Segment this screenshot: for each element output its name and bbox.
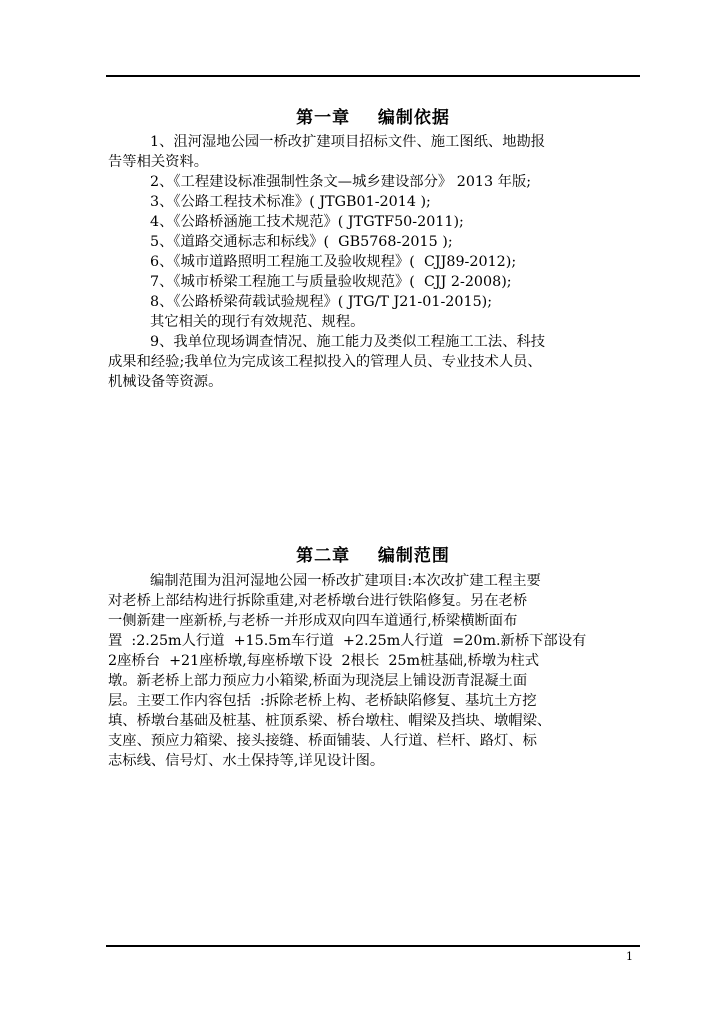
chapter-1-line: 3、《公路工程技术标准》( JTGB01-2014 ); bbox=[150, 194, 431, 210]
chapter-1-title: 第一章 编制依据 bbox=[296, 108, 450, 128]
chapter-1-line: 8、《公路桥梁荷载试验规程》( JTG/T J21-01-2015); bbox=[150, 294, 493, 310]
chapter-2-line: 墩。新老桥上部力预应力小箱梁,桥面为现浇层上铺设沥青混凝土面 bbox=[108, 673, 528, 689]
chapter-2-line: 支座、预应力箱梁、接头接缝、桥面铺装、人行道、栏杆、路灯、标 bbox=[108, 733, 537, 749]
chapter-2-line: 层。主要工作内容包括 :拆除老桥上构、老桥缺陷修复、基坑土方挖 bbox=[108, 693, 537, 709]
chapter-1-line: 2、《工程建设标准强制性条文—城乡建设部分》 2013 年版; bbox=[150, 174, 532, 190]
chapter-2-line: 一侧新建一座新桥,与老桥一并形成双向四车道通行,桥梁横断面布 bbox=[108, 613, 518, 629]
chapter-2-line: 对老桥上部结构进行拆除重建,对老桥墩台进行铁陷修复。另在老桥 bbox=[108, 593, 528, 609]
chapter-1-line: 机械设备等资源。 bbox=[108, 374, 223, 390]
header-rule bbox=[106, 75, 640, 77]
chapter-1-line: 4、《公路桥涵施工技术规范》( JTGTF50-2011); bbox=[150, 214, 464, 230]
chapter-2-title: 第二章 编制范围 bbox=[296, 546, 450, 566]
chapter-1-line: 7、《城市桥梁工程施工与质量验收规范》( CJJ 2-2008); bbox=[150, 274, 512, 290]
chapter-1-line: 6、《城市道路照明工程施工及验收规程》( CJJ89-2012); bbox=[150, 254, 517, 270]
footer-rule bbox=[106, 945, 640, 947]
chapter-1-line: 其它相关的现行有效规范、规程。 bbox=[150, 314, 365, 330]
chapter-1-line: 1、沮河湿地公园一桥改扩建项目招标文件、施工图纸、地勘报 bbox=[150, 134, 546, 150]
chapter-2-line: 填、桥墩台基础及桩基、桩顶系梁、桥台墩柱、帽梁及挡块、墩帽梁、 bbox=[108, 713, 552, 729]
chapter-1-line: 告等相关资料。 bbox=[108, 154, 209, 170]
page-number: 1 bbox=[626, 950, 633, 963]
chapter-2-line: 志标线、信号灯、水土保持等,详见设计图。 bbox=[108, 753, 385, 769]
chapter-1-line: 5、《道路交通标志和标线》( GB5768-2015 ); bbox=[150, 234, 453, 250]
chapter-1-line: 成果和经验;我单位为完成该工程拟投入的管理人员、专业技术人员、 bbox=[108, 354, 542, 370]
chapter-2-line: 编制范围为沮河湿地公园一桥改扩建项目:本次改扩建工程主要 bbox=[150, 573, 541, 589]
chapter-2-line: 置 :2.25m人行道 +15.5m车行道 +2.25m人行道 =20m.新桥下部设有 bbox=[108, 633, 587, 649]
chapter-1-line: 9、我单位现场调查情况、施工能力及类似工程施工工法、科技 bbox=[150, 334, 546, 350]
chapter-2-line: 2座桥台 +21座桥墩,每座桥墩下设 2根长 25m桩基础,桥墩为柱式 bbox=[108, 653, 539, 669]
